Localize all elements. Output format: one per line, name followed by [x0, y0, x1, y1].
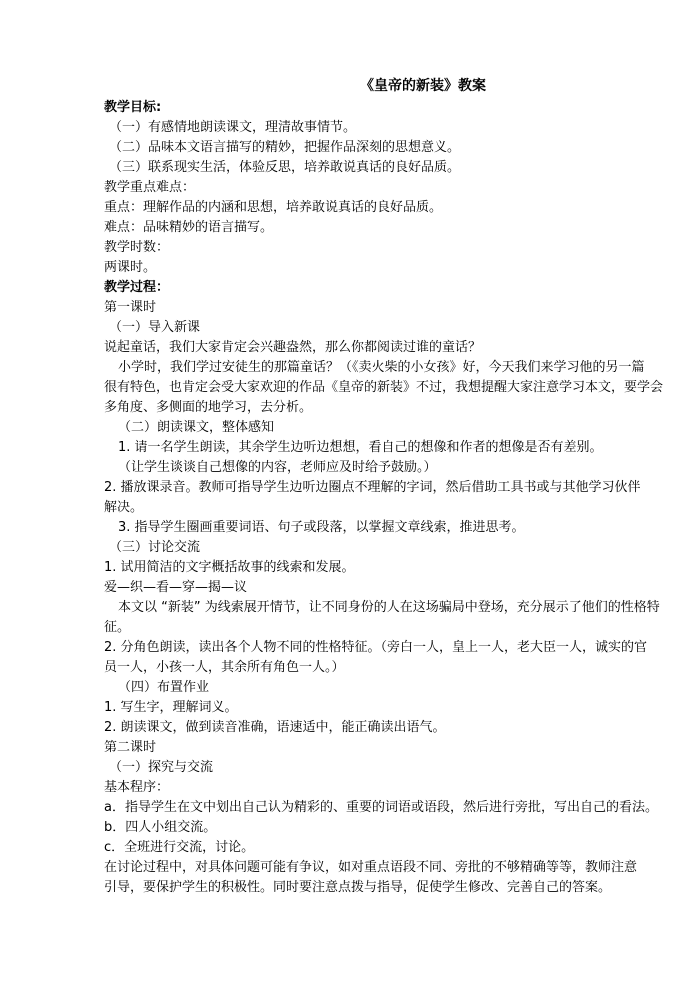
paragraph-line: 多角度、多侧面的地学习，去分析。: [104, 400, 313, 415]
procedure-step: c．全班进行交流，讨论。: [104, 840, 255, 855]
difficult-point: 难点：品味精妙的语言描写。: [104, 220, 274, 235]
paragraph-line: 引导，要保护学生的积极性。同时要注意点拨与指导，促使学生修改、完善自己的答案。: [104, 880, 612, 895]
list-item-continued: 员一人，小孩一人，其余所有角色一人。）: [104, 660, 345, 675]
key-point: 重点：理解作品的内涵和思想，培养敢说真话的良好品质。: [104, 200, 443, 215]
document-title: 《皇帝的新装》教案: [360, 78, 486, 94]
paragraph-line: 在讨论过程中，对具体问题可能有争议，如对重点语段不同、旁批的不够精确等等，教师注意: [104, 860, 638, 875]
list-item: 3. 指导学生圈画重要词语、句子或段落，以掌握文章线索，推进思考。: [118, 520, 525, 535]
procedure-step: b．四人小组交流。: [104, 820, 217, 835]
section-heading: （三）讨论交流: [109, 540, 201, 555]
list-item-continued: 解决。: [104, 500, 144, 515]
lesson-two-heading: 第二课时: [104, 740, 157, 755]
heading-key-points: 教学重点难点：: [104, 180, 196, 195]
goal-item: （三）联系现实生活，体验反思，培养敢说真话的良好品质。: [109, 160, 461, 175]
hours-value: 两课时。: [104, 260, 157, 275]
list-item: 2. 播放课录音。教师可指导学生边听边圈点不理解的字词，然后借助工具书或与其他学习伙伴: [104, 480, 641, 495]
section-heading: （四）布置作业: [118, 680, 210, 695]
paragraph-line: 说起童话，我们大家肯定会兴趣盎然，那么你都阅读过谁的童话？: [104, 340, 482, 355]
document-body: [104, 98, 664, 898]
list-item: 1. 写生字，理解词义。: [104, 700, 238, 715]
goal-item: （二）品味本文语言描写的精妙，把握作品深刻的思想意义。: [109, 140, 461, 155]
section-heading: （二）朗读课文，整体感知: [118, 420, 275, 435]
lesson-one-heading: 第一课时: [104, 300, 157, 315]
paragraph-line: 本文以 “新装” 为线索展开情节，让不同身份的人在这场骗局中登场，充分展示了他们的性格特: [118, 600, 660, 615]
heading-process: 教学过程：: [104, 280, 170, 295]
paragraph-line: 征。: [104, 620, 131, 635]
goal-item: （一）有感情地朗读课文，理清故事情节。: [109, 120, 357, 135]
paragraph-line: 很有特色，也肯定会受大家欢迎的作品《皇帝的新装》不过，我想提醒大家注意学习本文，要学会: [104, 380, 664, 395]
section-heading: （一）探究与交流: [109, 760, 214, 775]
list-item: 2. 分角色朗读，读出各个人物不同的性格特征。（旁白一人，皇上一人，老大臣一人，诚实的官: [104, 640, 648, 655]
procedure-step: a．指导学生在文中划出自己认为精彩的、重要的词语或语段，然后进行旁批，写出自己的看法。: [104, 800, 658, 815]
section-heading: （一）导入新课: [109, 320, 201, 335]
heading-goals: 教学目标:: [104, 100, 162, 115]
heading-hours: 教学时数：: [104, 240, 170, 255]
list-item: 2. 朗读课文，做到读音准确，语速适中，能正确读出语气。: [104, 720, 446, 735]
paragraph-line: 小学时，我们学过安徒生的那篇童话？（《卖火柴的小女孩》好，今天我们来学习他的另一篇: [118, 360, 645, 375]
list-item: 1. 试用简洁的文字概括故事的线索和发展。: [104, 560, 355, 575]
procedure-heading: 基本程序：: [104, 780, 170, 795]
list-item: 1. 请一名学生朗读，其余学生边听边想想，看自己的想像和作者的想像是否有差别。: [118, 440, 603, 455]
story-chain: 爱—织—看—穿—揭—议: [104, 580, 248, 595]
list-note: （让学生谈谈自己想像的内容，老师应及时给予鼓励。）: [118, 460, 437, 475]
